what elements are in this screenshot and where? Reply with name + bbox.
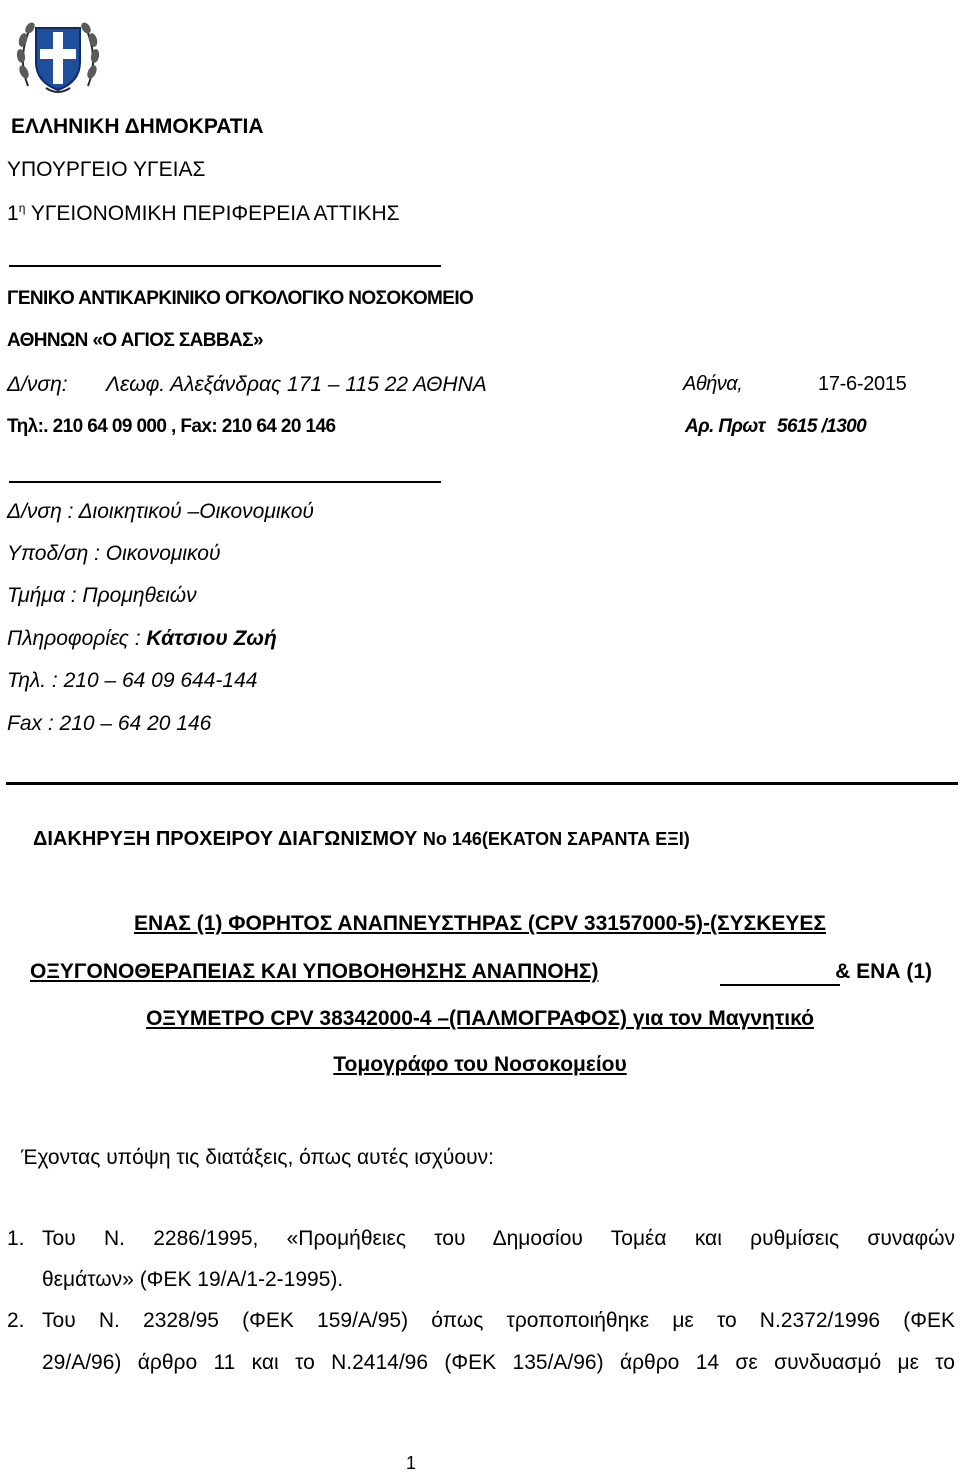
date: 17-6-2015: [818, 373, 907, 395]
hospital-name-line2: ΑΘΗΝΩΝ «Ο ΑΓΙΟΣ ΣΑΒΒΑΣ»: [7, 330, 263, 351]
hospital-name-line1: ΓΕΝΙΚΟ ΑΝΤΙΚΑΡΚΙΝΙΚΟ ΟΓΚΟΛΟΓΙΚΟ ΝΟΣΟΚΟΜΕΙΟ: [7, 288, 474, 309]
country-name: ΕΛΛΗΝΙΚΗ ΔΗΜΟΚΡΑΤΙΑ: [11, 115, 264, 138]
subject-line-2: ΟΞΥΓΟΝΟΘΕΡΑΠΕΙΑΣ ΚΑΙ ΥΠΟΒΟΗΘΗΣΗΣ ΑΝΑΠΝΟΗΣ) & ΕΝΑ (1): [30, 960, 932, 984]
contact-phone: Τηλ. : 210 – 64 09 644-144: [7, 669, 258, 692]
protocol-number: 5615 /1300: [777, 416, 867, 437]
subject-line-4: Τομογράφο του Νοσοκομείου: [333, 1053, 627, 1076]
protocol-label: Αρ. Πρωτ: [685, 416, 765, 437]
subdirectorate: Υποδ/ση : Οικονομικού: [7, 542, 221, 565]
city: Αθήνα,: [683, 373, 743, 395]
subject-line-1: ΕΝΑΣ (1) ΦΟΡΗΤΟΣ ΑΝΑΠΝΕΥΣΤΗΡΑΣ (CPV 33157000-5)-(ΣΥΣΚΕΥΕΣ: [133, 912, 827, 935]
contact-name: Κάτσιου Ζωή: [146, 627, 277, 650]
hospital-phone-fax: Τηλ:. 210 64 09 000 , Fax: 210 64 20 146: [7, 416, 336, 437]
list-item-2-line1: Του Ν. 2328/95 (ΦΕΚ 159/Α/95) όπως τροποποιήθηκε με το Ν.2372/1996 (ΦΕΚ: [42, 1309, 955, 1332]
greek-coat-of-arms-emblem: [10, 6, 106, 102]
subject-line-3: ΟΞΥΜΕΤΡΟ CPV 38342000-4 –(ΠΑΛΜΟΓΡΑΦΟΣ) για τον Μαγνητικό: [146, 1007, 814, 1030]
section-divider: [6, 782, 958, 785]
emblem-icon: [10, 6, 106, 102]
health-region: $1^\eta$ ΥΓΕΙΟΝΟΜΙΚΗ ΠΕΡΙΦΕΡΕΙΑ ΑΤΤΙΚΗΣ: [7, 201, 400, 225]
header-divider-2: [9, 481, 441, 483]
section: Τμήμα : Προμηθειών: [7, 584, 197, 607]
tender-title: ΔΙΑΚΗΡΥΞΗ ΠΡΟΧΕΙΡΟΥ ΔΙΑΓΩΝΙΣΜΟΥ Νο 146(ΕΚΑΤΟΝ ΣΑΡΑΝΤΑ ΕΞΙ): [33, 828, 690, 850]
contact-info: Πληροφορίες : Κάτσιου Ζωή: [7, 627, 277, 650]
page-number: 1: [406, 1453, 417, 1473]
list-item-1-line1: Του Ν. 2286/1995, «Προμήθειες του Δημοσίου Τομέα και ρυθμίσεις συναφών: [42, 1227, 955, 1250]
address-value: Λεωφ. Αλεξάνδρας 171 – 115 22 ΑΘΗΝΑ: [106, 373, 487, 396]
ministry-name: ΥΠΟΥΡΓΕΙΟ ΥΓΕΙΑΣ: [7, 158, 206, 181]
list-item-2-line2: 29/Α/96) άρθρο 11 και το Ν.2414/96 (ΦΕΚ 135/Α/96) άρθρο 14 σε συνδυασμό με το: [42, 1351, 955, 1374]
contact-fax: Fax : 210 – 64 20 146: [7, 712, 212, 735]
list-item-2-number: 2.: [7, 1309, 25, 1332]
address-label: Δ/νση:: [7, 373, 68, 396]
header-divider: [9, 265, 441, 267]
intro-text: Έχοντας υπόψη τις διατάξεις, όπως αυτές ισχύουν:: [21, 1146, 494, 1169]
list-item-1-number: 1.: [7, 1227, 25, 1250]
list-item-1-line2: θεμάτων» (ΦΕΚ 19/Α/1-2-1995).: [42, 1268, 344, 1291]
directorate: Δ/νση : Διοικητικού –Οικονομικού: [7, 500, 314, 523]
